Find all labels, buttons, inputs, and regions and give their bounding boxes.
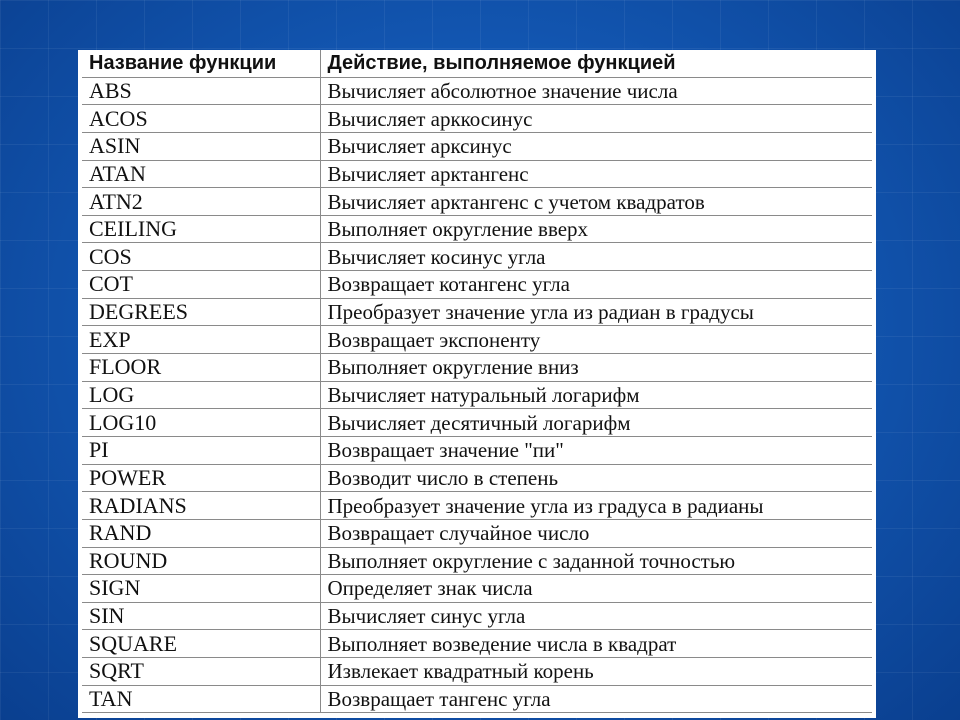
table-row bbox=[82, 160, 872, 188]
table-row bbox=[82, 630, 872, 658]
function-name-cell: CEILING bbox=[82, 215, 320, 243]
function-name-cell: RADIANS bbox=[82, 492, 320, 520]
function-name-cell: RAND bbox=[82, 519, 320, 547]
table-row bbox=[82, 132, 872, 160]
table-row bbox=[82, 105, 872, 133]
function-action-cell: Вычисляет абсолютное значение числа bbox=[320, 77, 872, 105]
table-row bbox=[82, 464, 872, 492]
function-action-cell: Вычисляет арктангенс с учетом квадратов bbox=[320, 188, 872, 216]
function-action-cell: Вычисляет десятичный логарифм bbox=[320, 409, 872, 437]
table-header-row bbox=[82, 50, 872, 77]
function-action-cell: Возвращает значение "пи" bbox=[320, 436, 872, 464]
function-action-cell: Возводит число в степень bbox=[320, 464, 872, 492]
function-action-cell: Извлекает квадратный корень bbox=[320, 658, 872, 686]
table-row bbox=[82, 298, 872, 326]
function-name-cell: LOG10 bbox=[82, 409, 320, 437]
function-action-cell: Вычисляет синус угла bbox=[320, 602, 872, 630]
function-action-cell: Выполняет округление вверх bbox=[320, 215, 872, 243]
function-action-cell: Преобразует значение угла из радиан в градусы bbox=[320, 298, 872, 326]
function-action-cell: Вычисляет арккосинус bbox=[320, 105, 872, 133]
function-name-cell: SQRT bbox=[82, 658, 320, 686]
table-row bbox=[82, 547, 872, 575]
function-action-cell: Вычисляет арксинус bbox=[320, 132, 872, 160]
function-action-cell: Возвращает случайное число bbox=[320, 519, 872, 547]
function-name-cell: EXP bbox=[82, 326, 320, 354]
function-action-cell: Вычисляет натуральный логарифм bbox=[320, 381, 872, 409]
function-action-cell: Возвращает экспоненту bbox=[320, 326, 872, 354]
table-body bbox=[82, 77, 872, 713]
function-name-cell: DEGREES bbox=[82, 298, 320, 326]
table-row bbox=[82, 326, 872, 354]
function-action-cell: Вычисляет арктангенс bbox=[320, 160, 872, 188]
functions-table bbox=[82, 50, 872, 713]
function-name-cell: COT bbox=[82, 271, 320, 299]
function-action-cell: Преобразует значение угла из градуса в радианы bbox=[320, 492, 872, 520]
function-name-cell: SQUARE bbox=[82, 630, 320, 658]
table-row bbox=[82, 519, 872, 547]
header-function-name: Название функции bbox=[82, 50, 320, 77]
function-name-cell: ATN2 bbox=[82, 188, 320, 216]
header-function-action: Действие, выполняемое функцией bbox=[320, 50, 872, 77]
function-name-cell: TAN bbox=[82, 685, 320, 713]
table-row bbox=[82, 602, 872, 630]
function-action-cell: Возвращает тангенс угла bbox=[320, 685, 872, 713]
table-row bbox=[82, 575, 872, 603]
table-row bbox=[82, 685, 872, 713]
function-action-cell: Определяет знак числа bbox=[320, 575, 872, 603]
function-action-cell: Вычисляет косинус угла bbox=[320, 243, 872, 271]
function-action-cell: Выполняет возведение числа в квадрат bbox=[320, 630, 872, 658]
table-row bbox=[82, 381, 872, 409]
function-name-cell: SIN bbox=[82, 602, 320, 630]
table-row bbox=[82, 271, 872, 299]
table-row bbox=[82, 188, 872, 216]
function-action-cell: Выполняет округление вниз bbox=[320, 354, 872, 382]
table-row bbox=[82, 215, 872, 243]
function-name-cell: POWER bbox=[82, 464, 320, 492]
function-name-cell: FLOOR bbox=[82, 354, 320, 382]
table-row bbox=[82, 658, 872, 686]
table-panel bbox=[78, 50, 876, 718]
function-name-cell: COS bbox=[82, 243, 320, 271]
table-row bbox=[82, 436, 872, 464]
table-row bbox=[82, 409, 872, 437]
function-name-cell: LOG bbox=[82, 381, 320, 409]
table-row bbox=[82, 354, 872, 382]
table-row bbox=[82, 243, 872, 271]
function-name-cell: ASIN bbox=[82, 132, 320, 160]
function-name-cell: ACOS bbox=[82, 105, 320, 133]
function-action-cell: Выполняет округление с заданной точностью bbox=[320, 547, 872, 575]
function-name-cell: SIGN bbox=[82, 575, 320, 603]
function-name-cell: ATAN bbox=[82, 160, 320, 188]
function-name-cell: ROUND bbox=[82, 547, 320, 575]
function-name-cell: PI bbox=[82, 436, 320, 464]
function-action-cell: Возвращает котангенс угла bbox=[320, 271, 872, 299]
table-row bbox=[82, 492, 872, 520]
function-name-cell: ABS bbox=[82, 77, 320, 105]
table-row bbox=[82, 77, 872, 105]
